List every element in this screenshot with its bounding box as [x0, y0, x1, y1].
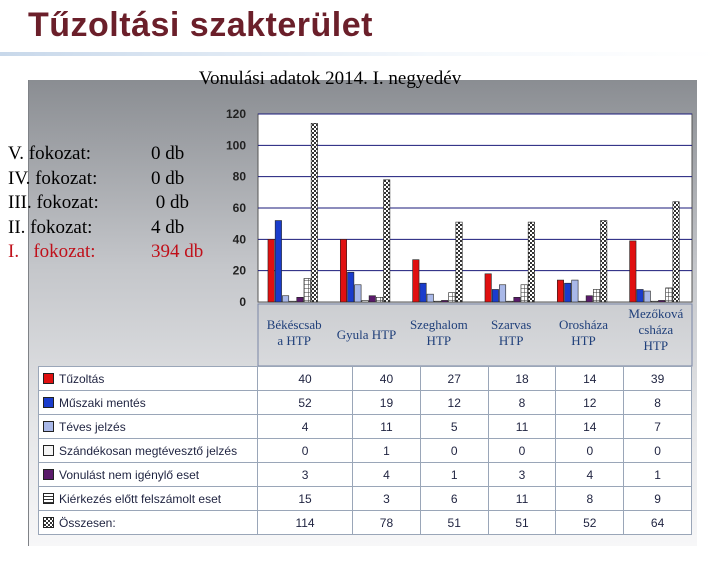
- table-row: [39, 391, 692, 415]
- data-label: 40: [353, 367, 421, 391]
- x-category-label: HTP: [426, 333, 452, 348]
- bar-2: [420, 283, 426, 302]
- data-label: 18: [488, 367, 556, 391]
- series-legend-label: [39, 391, 258, 415]
- x-category-label: HTP: [498, 333, 524, 348]
- level-label: I. fokozat:: [8, 241, 96, 262]
- table-row: [39, 463, 692, 487]
- y-tick-label: 0: [239, 295, 246, 309]
- level-value: 4 db: [151, 216, 185, 238]
- bar-6: [304, 279, 310, 303]
- bar-6: [593, 289, 599, 302]
- series-legend-label: [39, 463, 258, 487]
- legend-swatch: [43, 493, 54, 504]
- x-category-label: Békéscsab: [266, 317, 322, 332]
- y-tick-label: 20: [232, 263, 246, 278]
- series-legend-label: [39, 487, 258, 511]
- y-tick-label: 40: [232, 232, 246, 247]
- legend-swatch: [43, 469, 54, 480]
- level-value: 0 db: [151, 167, 185, 189]
- bar-6: [376, 297, 382, 302]
- data-label: 39: [624, 367, 692, 391]
- series-legend-label: [39, 439, 258, 463]
- bar-3: [282, 296, 288, 302]
- bar-1: [557, 280, 563, 302]
- table-row: [39, 415, 692, 439]
- x-category-label: Mezőková: [628, 306, 684, 321]
- data-label: 14: [556, 367, 624, 391]
- data-label: 4: [258, 415, 353, 439]
- data-label: 6: [420, 487, 488, 511]
- bar-2: [348, 272, 354, 302]
- bar-1: [340, 239, 346, 302]
- bar-7: [601, 221, 607, 302]
- bar-5: [441, 300, 447, 302]
- data-label: 3: [258, 463, 353, 487]
- bar-5: [369, 296, 375, 302]
- bar-3: [499, 285, 505, 302]
- data-label: 64: [624, 511, 692, 535]
- level-value: 0 db: [151, 192, 189, 213]
- legend-swatch: [43, 373, 54, 384]
- data-label: 8: [556, 487, 624, 511]
- data-label: 19: [353, 391, 421, 415]
- y-tick-label: 120: [225, 107, 246, 121]
- data-label: 0: [258, 439, 353, 463]
- bar-4: [362, 300, 368, 302]
- legend-swatch: [43, 421, 54, 432]
- level-value: 0 db: [151, 143, 185, 164]
- bar-5: [297, 297, 303, 302]
- x-category-label: HTP: [571, 333, 596, 348]
- x-category-label: Szarvas: [490, 317, 532, 332]
- series-legend-label: [39, 415, 258, 439]
- data-label: 51: [488, 511, 556, 535]
- data-label: 15: [258, 487, 353, 511]
- bar-4: [579, 301, 585, 302]
- bar-3: [427, 294, 433, 302]
- data-label: 52: [556, 511, 624, 535]
- data-label: 11: [488, 415, 556, 439]
- bar-5: [658, 300, 664, 302]
- bar-7: [384, 180, 390, 302]
- bar-7: [528, 222, 534, 302]
- series-legend-label: [39, 511, 258, 535]
- bar-7: [673, 202, 679, 302]
- data-label: 12: [420, 391, 488, 415]
- bar-3: [355, 285, 361, 302]
- legend-swatch: [43, 397, 54, 408]
- bar-1: [268, 239, 274, 302]
- series-name: Téves jelzés: [59, 419, 126, 434]
- data-label: 11: [488, 487, 556, 511]
- data-table: [38, 366, 692, 535]
- level-label: II. fokozat:: [8, 216, 93, 238]
- bar-7: [456, 222, 462, 302]
- x-category-label: Szeghalom: [409, 317, 468, 332]
- series-name: Összesen:: [59, 515, 116, 530]
- table-row: [39, 367, 692, 391]
- table-row: [39, 487, 692, 511]
- table-row: [39, 439, 692, 463]
- series-name: Kiérkezés előtt felszámolt eset: [59, 491, 222, 506]
- category-axis-box: [258, 304, 692, 366]
- data-label: 114: [258, 511, 353, 535]
- legend-swatch: [43, 445, 54, 456]
- level-label: V. fokozat:: [8, 143, 92, 164]
- data-label: 11: [353, 415, 421, 439]
- bar-1: [630, 241, 636, 302]
- data-label: 8: [488, 391, 556, 415]
- legend-swatch: [43, 517, 54, 528]
- data-label: 3: [488, 463, 556, 487]
- series-legend-label: [39, 367, 258, 391]
- series-name: Vonulást nem igénylő eset: [59, 467, 200, 482]
- x-category-label: Gyula HTP: [336, 327, 397, 342]
- data-label: 3: [353, 487, 421, 511]
- data-label: 4: [556, 463, 624, 487]
- bar-3: [644, 291, 650, 302]
- data-label: 1: [420, 463, 488, 487]
- data-label: 7: [624, 415, 692, 439]
- data-label: 0: [556, 439, 624, 463]
- data-label: 12: [556, 391, 624, 415]
- y-tick-label: 100: [225, 138, 246, 153]
- bar-2: [492, 289, 498, 302]
- level-label: IV. fokozat:: [8, 167, 98, 189]
- series-name: Szándékosan megtévesztő jelzés: [59, 443, 238, 458]
- data-label: 27: [420, 367, 488, 391]
- data-label: 52: [258, 391, 353, 415]
- bar-4: [507, 301, 513, 302]
- bar-6: [521, 285, 527, 302]
- bar-4: [434, 301, 440, 302]
- data-label: 0: [488, 439, 556, 463]
- bar-4: [290, 301, 296, 302]
- series-name: Tűzoltás: [59, 371, 105, 386]
- bar-5: [514, 297, 520, 302]
- x-category-label: Orosháza: [558, 317, 609, 332]
- data-label: 1: [353, 439, 421, 463]
- bar-3: [572, 280, 578, 302]
- data-label: 5: [420, 415, 488, 439]
- data-label: 4: [353, 463, 421, 487]
- data-label: 40: [258, 367, 353, 391]
- page-title: Tűzoltási szakterület: [28, 6, 373, 44]
- x-category-label: a HTP: [277, 333, 311, 348]
- bar-6: [666, 288, 672, 302]
- bar-4: [651, 301, 657, 302]
- bar-1: [413, 260, 419, 302]
- bar-1: [485, 274, 491, 302]
- bar-5: [586, 296, 592, 302]
- data-label: 1: [624, 463, 692, 487]
- y-tick-label: 60: [232, 201, 246, 215]
- bar-6: [449, 293, 455, 302]
- level-label: III. fokozat:: [8, 192, 99, 213]
- bar-2: [565, 283, 571, 302]
- bar-7: [311, 123, 317, 302]
- data-label: 8: [624, 391, 692, 415]
- x-category-label: HTP: [643, 338, 669, 353]
- x-category-label: csháza: [638, 322, 674, 337]
- y-tick-label: 80: [232, 169, 246, 184]
- level-value: 394 db: [151, 241, 204, 262]
- data-label: 9: [624, 487, 692, 511]
- bar-2: [275, 221, 281, 302]
- chart-subtitle: Vonulási adatok 2014. I. negyedév: [198, 68, 462, 89]
- table-row: [39, 511, 692, 535]
- data-label: 0: [624, 439, 692, 463]
- data-label: 14: [556, 415, 624, 439]
- bar-2: [637, 289, 643, 302]
- data-label: 0: [420, 439, 488, 463]
- series-name: Műszaki mentés: [59, 395, 146, 410]
- data-label: 78: [353, 511, 421, 535]
- data-label: 51: [420, 511, 488, 535]
